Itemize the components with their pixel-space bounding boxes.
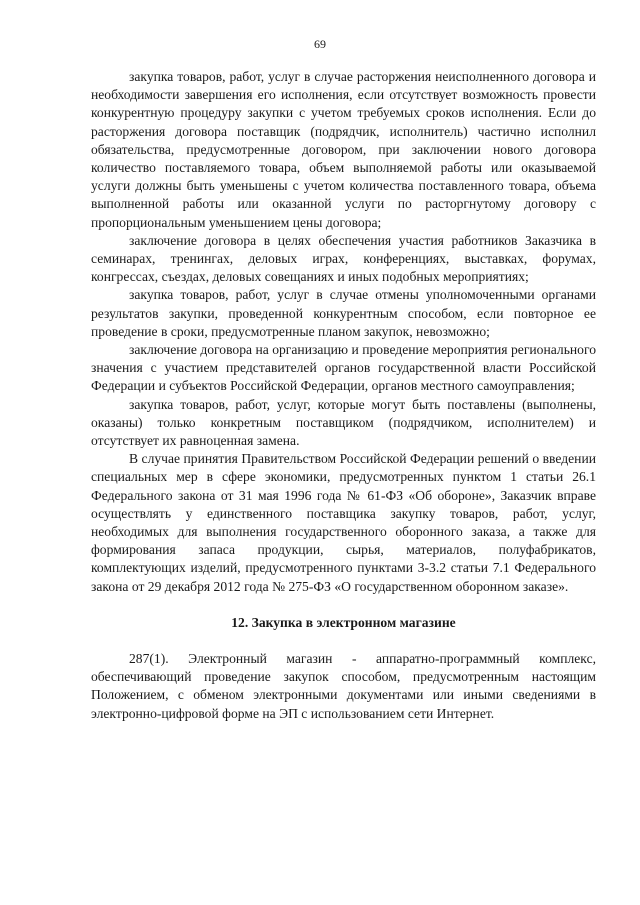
page-content [91,68,596,723]
paragraph-electronic-store: 287(1). Электронный магазин - аппаратно-программный комплекс, обеспечивающий проведение закупок способом, предусмотренным настоящим Положением, с обменом электронными документами или иными сведениями в электронно-цифровой форме на ЭП с использованием сети Интернет. [91,650,596,721]
paragraph-contract-termination: закупка товаров, работ, услуг в случае расторжения неисполненного договора и необходимости завершения его исполнения, если отсутствует возможность провести конкурентную процедуру закупки с учетом требуемых сроков исполнения. Если до расторжения договора поставщик (подрядчик, исполнитель) частично исполнил обязательства, предусмотренные договором, при заключении нового договора количество поставляемого товара, объем выполняемой работы или оказываемой услуги должны быть уменьшены с учетом количества поставленного товара, объема выполненной работы или оказанной услуги по расторгнутому договору с пропорциональным уменьшением цены договора; [91,69,596,230]
paragraph-sole-supplier: закупка товаров, работ, услуг, которые могут быть поставлены (выполнены, оказаны) только конкретным поставщиком (подрядчиком, исполнителем) и отсутствует их равноценная замена. [91,396,596,449]
page-number: 69 [314,37,326,51]
paragraph-defense-order: В случае принятия Правительством Российской Федерации решений о введении специальных мер в сфере экономики, предусмотренных пунктом 1 статьи 26.1 Федерального закона от 31 мая 1996 года № 61-ФЗ «Об обороне», Заказчик вправе осуществлять у единственного поставщика закупку товаров, работ, услуг, необходимых для выполнения государственного оборонного заказа, а также для формирования запаса продукции, сырья, материалов, полуфабрикатов, комплектующих изделий, предусмотренного пунктами 3-3.2 статьи 7.1 Федерального закона от 29 декабря 2012 года № 275-ФЗ «О государственном оборонном заказе». [91,451,596,594]
paragraph-regional-event: заключение договора на организацию и проведение мероприятия регионального значения с участием представителей органов государственной власти Российской Федерации и субъектов Российской Федерации, органов местного самоуправления; [91,342,596,394]
paragraph-employee-events: заключение договора в целях обеспечения участия работников Заказчика в семинарах, тренингах, деловых играх, конференциях, выставках, форумах, конгрессах, съездах, деловых совещаниях и иных подобных мероприятиях; [91,232,596,285]
paragraph-cancelled-results: закупка товаров, работ, услуг в случае отмены уполномоченными органами результатов закупки, проведенной конкурентным способом, если повторное ее проведение в сроки, предусмотренные планом закупок, невозможно; [91,287,596,339]
section-heading: 12. Закупка в электронном магазине [231,614,456,630]
